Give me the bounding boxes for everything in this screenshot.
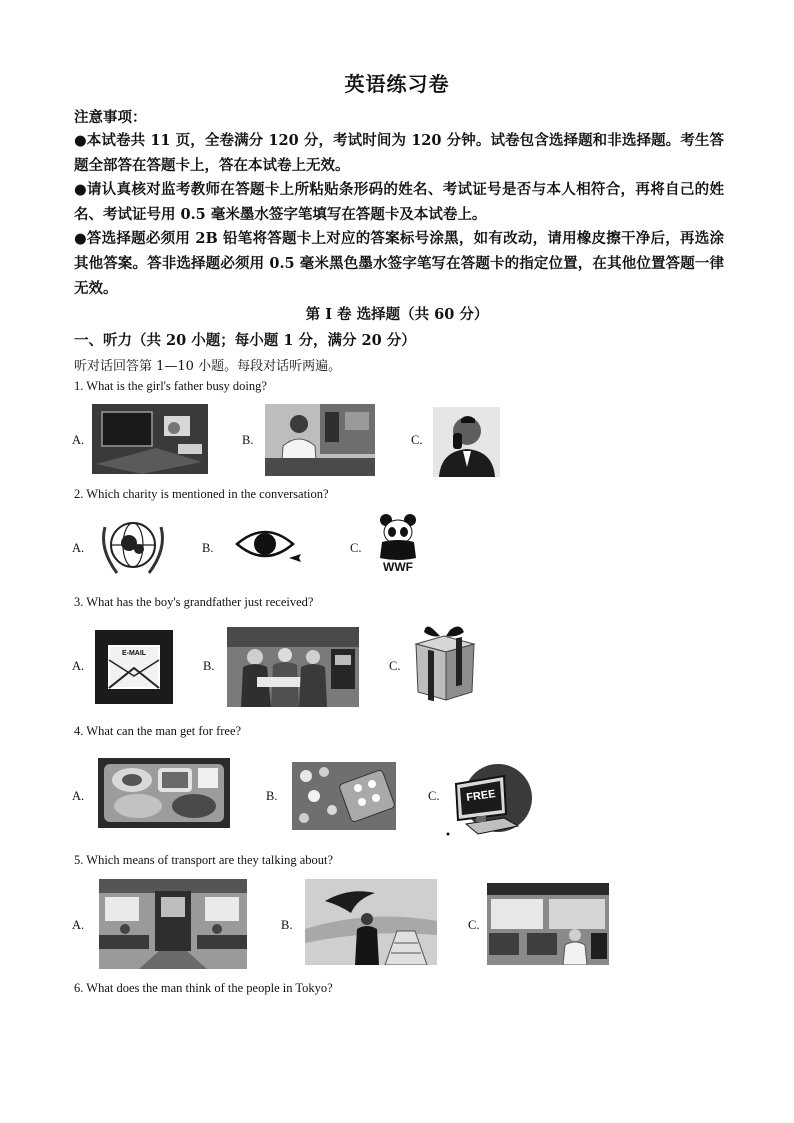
notice-item-1: ●本试卷共 11 页，全卷满分 120 分，考试时间为 120 分钟。试卷包含选择题和非选择题。考生答题全部答在答题卡上，答在本试卷上无效。: [74, 132, 724, 174]
option-a-label: A.: [72, 433, 85, 447]
option-c-label: C.: [350, 541, 362, 555]
section-title: 第 I 卷 选择题（共 60 分）: [305, 306, 489, 323]
unicef-logo-image[interactable]: [97, 515, 169, 581]
option-a-label: A.: [72, 918, 85, 932]
email-label: E-MAIL: [121, 650, 147, 657]
pills-image[interactable]: [292, 762, 396, 830]
free-label: FREE: [465, 788, 497, 804]
page-title: 英语练习卷: [344, 72, 450, 96]
option-b-label: B.: [203, 659, 215, 673]
question-6: 6. What does the man think of the people in Tokyo?: [74, 981, 333, 995]
part-title: 一、听力（共 20 小题；每小题 1 分，满分 20 分）: [74, 332, 416, 349]
airplane-stewardess-image[interactable]: [305, 879, 437, 965]
listening-instruction: 听对话回答第 1—10 小题。每段对话听两遍。: [74, 359, 342, 374]
notice-item-3: ●答选择题必须用 2B 铅笔将答题卡上对应的答案标号涂黑，如有改动，请用橡皮擦干净后，再选涂其他答案。答非选择题必须用 0.5 毫米黑色墨水签字笔写在答题卡的指定位置，在其他位置答题一律无效。: [74, 230, 724, 297]
man-on-phone-image[interactable]: [433, 407, 500, 477]
option-c-label: C.: [389, 659, 401, 673]
option-b-label: B.: [202, 541, 214, 555]
option-a-label: A.: [72, 659, 85, 673]
question-2: 2. Which charity is mentioned in the conversation?: [74, 487, 329, 501]
email-envelope-image[interactable]: [95, 630, 173, 704]
meal-tray-image[interactable]: [98, 758, 230, 828]
free-computer-image[interactable]: [446, 760, 538, 840]
option-b-label: B.: [281, 918, 293, 932]
man-at-machine-image[interactable]: [265, 404, 375, 476]
notice-item-2: ●请认真核对监考教师在答题卡上所粘贴条形码的姓名、考试证号是否与本人相符合，再将自己的姓名、考试证号用 0.5 毫米墨水签字笔填写在答题卡及本试卷上。: [74, 181, 724, 223]
option-a-label: A.: [72, 789, 85, 803]
notice-heading: 注意事项：: [74, 109, 147, 126]
option-b-label: B.: [242, 433, 254, 447]
option-a-label: A.: [72, 541, 85, 555]
option-b-label: B.: [266, 789, 278, 803]
option-c-label: C.: [468, 918, 480, 932]
eye-logo-image[interactable]: [233, 524, 303, 568]
laptop-computer-image[interactable]: [92, 404, 208, 474]
question-1: 1. What is the girl's father busy doing?: [74, 379, 267, 393]
wwf-panda-logo-image[interactable]: [374, 512, 422, 576]
option-c-label: C.: [411, 433, 423, 447]
option-c-label: C.: [428, 789, 440, 803]
bus-interior-image[interactable]: [487, 883, 609, 965]
question-3: 3. What has the boy's grandfather just received?: [74, 595, 314, 609]
question-4: 4. What can the man get for free?: [74, 724, 242, 738]
question-5: 5. Which means of transport are they talking about?: [74, 853, 334, 867]
wwf-text: WWF: [383, 560, 413, 574]
surgery-image[interactable]: [227, 627, 359, 707]
subway-train-image[interactable]: [99, 879, 247, 969]
gift-box-image[interactable]: [410, 622, 480, 704]
